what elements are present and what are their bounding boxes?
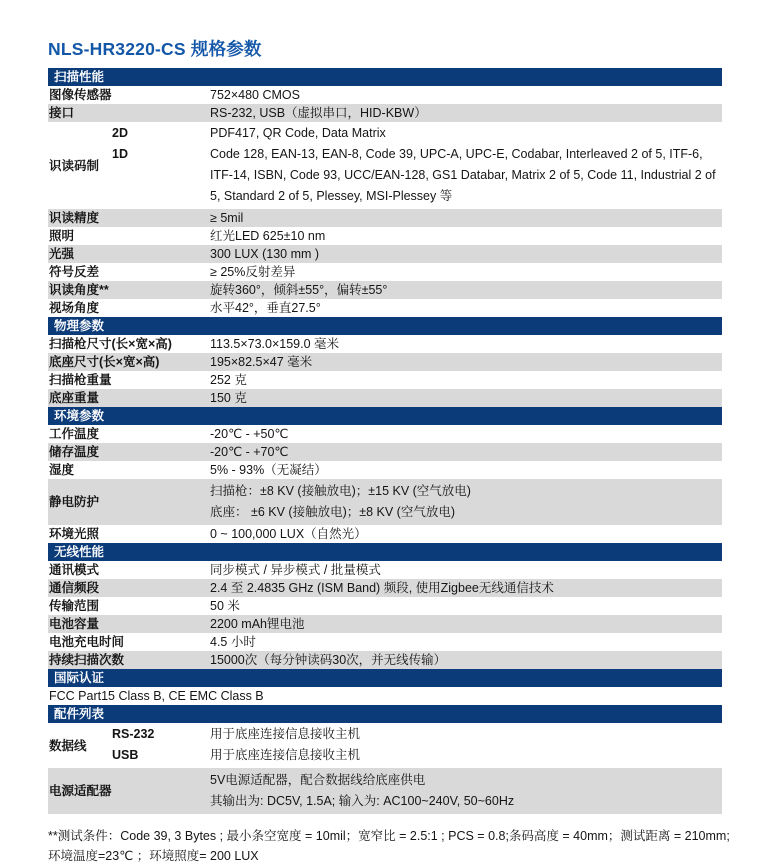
spec-row xyxy=(48,615,722,633)
spec-value: 150 克 xyxy=(210,391,247,405)
spec-value: 15000次（每分钟读码30次，并无线传输） xyxy=(210,653,447,667)
spec-value: 195×82.5×47 毫米 xyxy=(210,355,313,369)
section-header: 无线性能 xyxy=(48,543,722,561)
spec-value: 252 克 xyxy=(210,373,247,387)
spec-value-lines xyxy=(210,479,722,525)
page-title: NLS-HR3220-CS 规格参数 xyxy=(48,39,262,59)
spec-label: 图像传感器 xyxy=(49,88,112,102)
spec-label: 照明 xyxy=(49,229,75,243)
spec-value: 水平42°，垂直27.5° xyxy=(210,301,321,315)
spec-value-line: 5V电源适配器，配合数据线给底座供电 xyxy=(210,773,426,787)
spec-value: 4.5 小时 xyxy=(210,635,256,649)
spec-label: 持续扫描次数 xyxy=(49,653,125,667)
spec-row xyxy=(48,461,722,479)
section-header: 物理参数 xyxy=(48,317,722,335)
spec-row xyxy=(48,561,722,579)
section-header: 国际认证 xyxy=(48,669,722,687)
spec-label: 识读角度** xyxy=(49,283,109,297)
sub-row xyxy=(112,745,722,766)
spec-value: 2200 mAh锂电池 xyxy=(210,617,305,631)
spec-label: 传输范围 xyxy=(49,599,100,613)
spec-value: 旋转360°，倾斜±55°，偏转±55° xyxy=(210,283,388,297)
spec-label: 电池充电时间 xyxy=(49,635,125,649)
spec-value: 2.4 至 2.4835 GHz (ISM Band) 频段, 使用Zigbee无线通信技术 xyxy=(210,581,554,595)
spec-value: 同步模式 / 异步模式 / 批量模式 xyxy=(210,563,381,577)
spec-label: 通信频段 xyxy=(49,581,100,595)
spec-value: 0 ~ 100,000 LUX（自然光） xyxy=(210,527,367,541)
spec-row xyxy=(48,723,722,768)
spec-value: 300 LUX (130 mm ) xyxy=(210,247,320,261)
spec-row xyxy=(48,579,722,597)
spec-value-line: 扫描枪：±8 KV (接触放电)；±15 KV (空气放电) xyxy=(210,484,471,498)
spec-row xyxy=(48,597,722,615)
spec-value: FCC Part15 Class B, CE EMC Class B xyxy=(49,689,264,703)
spec-label: 扫描枪尺寸(长×宽×高) xyxy=(49,337,172,351)
spec-value-lines xyxy=(210,768,722,814)
spec-value: 用于底座连接信息接收主机 xyxy=(210,727,361,741)
footnote-line-1: **测试条件：Code 39, 3 Bytes ; 最小条空宽度 = 10mil；宽窄比 = 2.5:1 ; PCS = 0.8;条码高度 = 40mm；测试距离 = 210mm; xyxy=(48,829,730,843)
spec-row xyxy=(48,525,722,543)
spec-label: 储存温度 xyxy=(49,445,100,459)
spec-value: RS-232, USB（虚拟串口，HID-KBW） xyxy=(210,106,427,120)
spec-label: 环境光照 xyxy=(49,527,100,541)
spec-row xyxy=(48,768,722,814)
spec-value: 50 米 xyxy=(210,599,240,613)
spec-label: 识读码制 xyxy=(49,158,100,173)
spec-table xyxy=(48,68,722,814)
section-header: 配件列表 xyxy=(48,705,722,723)
spec-label: 光强 xyxy=(49,247,75,261)
spec-value: 红光LED 625±10 nm xyxy=(210,229,326,243)
spec-row xyxy=(48,122,722,209)
spec-value: 113.5×73.0×159.0 毫米 xyxy=(210,337,340,351)
section-header: 扫描性能 xyxy=(48,68,722,86)
spec-label: 视场角度 xyxy=(49,301,100,315)
spec-row xyxy=(48,353,722,371)
spec-value: ≥ 5mil xyxy=(210,211,244,225)
spec-label: 电源适配器 xyxy=(49,784,112,798)
spec-label: 湿度 xyxy=(49,463,75,477)
spec-row xyxy=(48,443,722,461)
test-conditions-note xyxy=(48,826,738,866)
section-header: 环境参数 xyxy=(48,407,722,425)
spec-value: -20℃ - +70℃ xyxy=(210,445,289,459)
spec-row xyxy=(48,335,722,353)
sub-label: 1D xyxy=(112,147,128,161)
spec-label: 识读精度 xyxy=(49,211,100,225)
sub-rows xyxy=(112,122,722,209)
spec-row xyxy=(48,479,722,525)
spec-value: 用于底座连接信息接收主机 xyxy=(210,748,361,762)
spec-label: 扫描枪重量 xyxy=(49,373,112,387)
spec-label: 静电防护 xyxy=(49,495,100,509)
spec-row xyxy=(48,651,722,669)
spec-value: ≥ 25%反射差异 xyxy=(210,265,296,279)
spec-value-line: 底座： ±6 KV (接触放电)；±8 KV (空气放电) xyxy=(210,505,455,519)
spec-value-line: 其输出为: DC5V, 1.5A; 输入为: AC100~240V, 50~60Hz xyxy=(210,794,515,808)
spec-value: 5% - 93%（无凝结） xyxy=(210,463,327,477)
spec-row xyxy=(48,633,722,651)
spec-row xyxy=(48,263,722,281)
spec-row xyxy=(48,389,722,407)
spec-label: 接口 xyxy=(49,106,75,120)
spec-row xyxy=(48,245,722,263)
spec-value: Code 128, EAN-13, EAN-8, Code 39, UPC-A, UPC-E, Codabar, Interleaved 2 of 5, ITF-6, ITF-14, ISBN, Code 93, UCC/EAN-128, GS1 Databar, Matrix 2 of 5, Code 11, Industrial 2 of 5, Standard 2 of 5, Plessey, MSI-Plessey 等 xyxy=(210,147,716,203)
spec-label: 数据线 xyxy=(49,738,87,753)
sub-row xyxy=(112,123,722,144)
spec-label: 底座尺寸(长×宽×高) xyxy=(49,355,160,369)
spec-row xyxy=(48,227,722,245)
spec-row xyxy=(48,209,722,227)
spec-label: 底座重量 xyxy=(49,391,100,405)
spec-label: 符号反差 xyxy=(49,265,100,279)
spec-row xyxy=(48,371,722,389)
spec-value: PDF417, QR Code, Data Matrix xyxy=(210,126,386,140)
spec-value: 752×480 CMOS xyxy=(210,88,300,102)
sub-rows xyxy=(112,723,722,768)
sub-row xyxy=(112,144,722,207)
sub-label: RS-232 xyxy=(112,727,155,741)
spec-row xyxy=(48,425,722,443)
spec-row xyxy=(48,299,722,317)
spec-label: 电池容量 xyxy=(49,617,100,631)
spec-label: 工作温度 xyxy=(49,427,100,441)
spec-row xyxy=(48,281,722,299)
spec-row xyxy=(48,687,722,705)
spec-label: 通讯模式 xyxy=(49,563,100,577)
spec-row xyxy=(48,86,722,104)
spec-row xyxy=(48,104,722,122)
footnote-line-2: 环境温度=23℃ ；环境照度= 200 LUX xyxy=(48,849,259,863)
sub-row xyxy=(112,724,722,745)
spec-value: -20℃ - +50℃ xyxy=(210,427,289,441)
sub-label: 2D xyxy=(112,126,128,140)
sub-label: USB xyxy=(112,748,139,762)
